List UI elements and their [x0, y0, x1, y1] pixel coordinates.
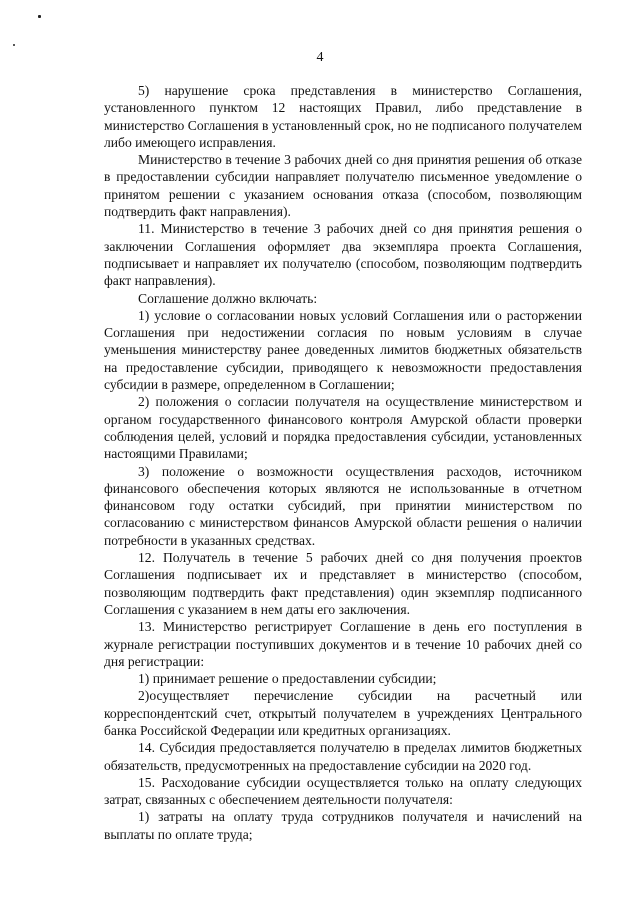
document-body — [104, 82, 582, 843]
paragraph-item-5-violation: 5) нарушение срока представления в министерство Соглашения, установленного пунктом 12 настоящих Правил, либо представление в министерство Соглашения в установленный срок, но не подписаного получателем либо имеющего исправления. — [104, 83, 582, 150]
paragraph-clause-14: 14. Субсидия предоставляется получателю в пределах лимитов бюджетных обязательств, предусмотренных на предоставление субсидии на 2020 год. — [104, 740, 582, 773]
scan-speck-top — [38, 15, 41, 18]
paragraph-include-1: 1) условие о согласовании новых условий Соглашения или о расторжении Соглашения при недостижении согласия по новым условиям в случае уменьшения министерству ранее доведенных лимитов бюджетных обязательств на предоставление субсидии, приводящего к невозможности предоставления субсидии в размере, определенном в Соглашении; — [104, 307, 582, 393]
paragraph-include-2: 2) положения о согласии получателя на осуществление министерством и органом государственного финансового контроля Амурской области проверки соблюдения целей, условий и порядка предоставления субсидии, установленных настоящими Правилами; — [104, 394, 582, 462]
paragraph-clause-13: 13. Министерство регистрирует Соглашение в день его поступления в журнале регистрации поступивших документов и в течение 10 рабочих дней со дня регистрации: — [104, 619, 582, 669]
paragraph-include-3: 3) положение о возможности осуществления расходов, источником финансового обеспечения которых являются не использованные в отчетном финансовом году остатки субсидий, при принятии министерством по согласованию с министерством финансов Амурской области решения о наличии потребности в указанных средствах. — [104, 463, 582, 548]
paragraph-clause-11: 11. Министерство в течение 3 рабочих дней со дня принятия решения о заключении Соглашения оформляет два экземпляра проекта Соглашения, подписывает и направляет их получателю (способом, позволяющим подтвердить факт направления). — [104, 221, 582, 289]
paragraph-clause-15: 15. Расходование субсидии осуществляется только на оплату следующих затрат, связанных с обеспечением деятельности получателя: — [104, 774, 582, 808]
paragraph-refusal-notice: Министерство в течение 3 рабочих дней со дня принятия решения об отказе в предоставлении субсидии направляет получателю письменное уведомление о принятом решении с указанием основания отказа (способом, позволяющим подтвердить факт направления). — [104, 152, 582, 220]
paragraph-clause-13-item-1: 1) принимает решение о предоставлении субсидии; — [138, 671, 437, 687]
paragraph-clause-12: 12. Получатель в течение 5 рабочих дней со дня получения проектов Соглашения подписывает их и представляет в министерство (способом, позволяющим подтвердить факт представления) один экземпляр подписанного Соглашения с указанием в нем даты его заключения. — [104, 550, 582, 617]
scan-speck-left — [13, 44, 15, 46]
page-number: 4 — [316, 50, 324, 65]
paragraph-clause-13-item-2: 2)осуществляет перечисление субсидии на расчетный или корреспондентский счет, открытый получателем в учреждениях Центрального банка Российской Федерации или кредитных организациях. — [104, 688, 582, 738]
paragraph-clause-15-item-1: 1) затраты на оплату труда сотрудников получателя и начислений на выплаты по оплате труда; — [104, 809, 582, 842]
paragraph-agreement-must-include: Соглашение должно включать: — [138, 290, 318, 306]
